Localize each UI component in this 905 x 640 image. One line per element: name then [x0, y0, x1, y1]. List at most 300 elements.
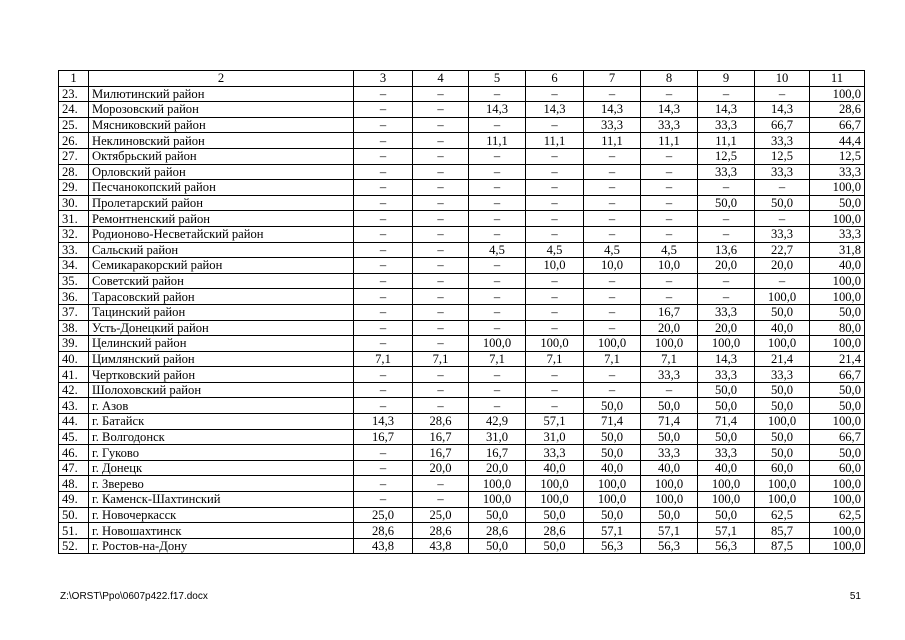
value-cell: 14,3	[584, 102, 641, 118]
district-name: Семикаракорский район	[89, 258, 354, 274]
value-cell: –	[584, 367, 641, 383]
value-cell: –	[584, 304, 641, 320]
table-row	[59, 195, 865, 211]
value-cell: –	[469, 320, 526, 336]
value-cell: 71,4	[641, 414, 698, 430]
value-cell: –	[413, 320, 469, 336]
value-cell: –	[469, 117, 526, 133]
district-name: Орловский район	[89, 164, 354, 180]
value-cell: 31,8	[810, 242, 865, 258]
value-cell: 10,0	[641, 258, 698, 274]
table-row	[59, 273, 865, 289]
value-cell: 7,1	[413, 351, 469, 367]
value-cell: 62,5	[810, 507, 865, 523]
value-cell: 22,7	[755, 242, 810, 258]
value-cell: –	[755, 86, 810, 102]
value-cell: 12,5	[698, 148, 755, 164]
value-cell: –	[641, 86, 698, 102]
table-row	[59, 398, 865, 414]
value-cell: –	[641, 289, 698, 305]
value-cell: 4,5	[584, 242, 641, 258]
value-cell: –	[641, 211, 698, 227]
value-cell: –	[698, 289, 755, 305]
value-cell: 50,0	[755, 382, 810, 398]
value-cell: 33,3	[755, 133, 810, 149]
value-cell: 56,3	[584, 538, 641, 554]
value-cell: 16,7	[413, 445, 469, 461]
value-cell: –	[469, 180, 526, 196]
row-number: 39.	[59, 336, 89, 352]
table-body	[59, 86, 865, 554]
row-number: 38.	[59, 320, 89, 336]
value-cell: 14,3	[698, 102, 755, 118]
value-cell: 50,0	[755, 398, 810, 414]
value-cell: –	[413, 242, 469, 258]
district-name: г. Батайск	[89, 414, 354, 430]
value-cell: 100,0	[755, 476, 810, 492]
value-cell: 33,3	[755, 367, 810, 383]
value-cell: –	[526, 304, 584, 320]
district-name: Чертковский район	[89, 367, 354, 383]
value-cell: 20,0	[698, 258, 755, 274]
table-row	[59, 320, 865, 336]
value-cell: 11,1	[641, 133, 698, 149]
row-number: 43.	[59, 398, 89, 414]
value-cell: 100,0	[755, 492, 810, 508]
district-name: г. Новошахтинск	[89, 523, 354, 539]
value-cell: 4,5	[641, 242, 698, 258]
value-cell: –	[469, 398, 526, 414]
value-cell: –	[413, 102, 469, 118]
district-name: Шолоховский район	[89, 382, 354, 398]
row-number: 37.	[59, 304, 89, 320]
value-cell: –	[354, 476, 413, 492]
value-cell: 33,3	[641, 445, 698, 461]
value-cell: –	[354, 492, 413, 508]
row-number: 31.	[59, 211, 89, 227]
value-cell: –	[526, 148, 584, 164]
district-name: Целинский район	[89, 336, 354, 352]
table-row	[59, 492, 865, 508]
value-cell: –	[641, 226, 698, 242]
value-cell: –	[469, 289, 526, 305]
value-cell: –	[641, 180, 698, 196]
value-cell: 7,1	[354, 351, 413, 367]
district-name: Милютинский район	[89, 86, 354, 102]
value-cell: –	[584, 86, 641, 102]
value-cell: –	[526, 211, 584, 227]
table-row	[59, 523, 865, 539]
row-number: 46.	[59, 445, 89, 461]
table-row	[59, 180, 865, 196]
footer-file-path: Z:\ORST\Ppo\0607p422.f17.docx	[60, 591, 208, 602]
value-cell: 87,5	[755, 538, 810, 554]
value-cell: 11,1	[526, 133, 584, 149]
value-cell: 33,3	[698, 367, 755, 383]
value-cell: 50,0	[698, 507, 755, 523]
value-cell: 40,0	[526, 460, 584, 476]
value-cell: 100,0	[755, 336, 810, 352]
district-name: Песчанокопский район	[89, 180, 354, 196]
value-cell: 50,0	[810, 195, 865, 211]
value-cell: 33,3	[698, 445, 755, 461]
value-cell: –	[526, 382, 584, 398]
value-cell: –	[413, 336, 469, 352]
value-cell: 7,1	[526, 351, 584, 367]
value-cell: –	[413, 86, 469, 102]
value-cell: 16,7	[641, 304, 698, 320]
column-header-11: 11	[810, 71, 865, 87]
value-cell: 66,7	[810, 117, 865, 133]
value-cell: –	[413, 117, 469, 133]
value-cell: 28,6	[469, 523, 526, 539]
value-cell: 100,0	[469, 476, 526, 492]
table-row	[59, 445, 865, 461]
district-name: Морозовский район	[89, 102, 354, 118]
table-row	[59, 133, 865, 149]
value-cell: 100,0	[526, 476, 584, 492]
row-number: 45.	[59, 429, 89, 445]
value-cell: 33,3	[584, 117, 641, 133]
value-cell: 50,0	[755, 304, 810, 320]
value-cell: 16,7	[469, 445, 526, 461]
value-cell: –	[641, 382, 698, 398]
value-cell: 100,0	[698, 476, 755, 492]
value-cell: 100,0	[526, 336, 584, 352]
row-number: 35.	[59, 273, 89, 289]
value-cell: 66,7	[810, 429, 865, 445]
value-cell: –	[526, 164, 584, 180]
value-cell: –	[354, 445, 413, 461]
value-cell: –	[354, 148, 413, 164]
value-cell: 60,0	[755, 460, 810, 476]
value-cell: –	[413, 195, 469, 211]
row-number: 49.	[59, 492, 89, 508]
value-cell: 100,0	[641, 336, 698, 352]
value-cell: –	[354, 117, 413, 133]
value-cell: 33,3	[810, 226, 865, 242]
value-cell: –	[413, 476, 469, 492]
data-table	[58, 70, 865, 554]
value-cell: 100,0	[641, 492, 698, 508]
value-cell: 50,0	[810, 398, 865, 414]
district-name: Сальский район	[89, 242, 354, 258]
value-cell: –	[354, 133, 413, 149]
district-name: г. Новочеркасск	[89, 507, 354, 523]
row-number: 44.	[59, 414, 89, 430]
value-cell: 50,0	[810, 445, 865, 461]
value-cell: 100,0	[810, 476, 865, 492]
district-name: Тацинский район	[89, 304, 354, 320]
value-cell: 4,5	[526, 242, 584, 258]
district-name: г. Ростов-на-Дону	[89, 538, 354, 554]
value-cell: –	[755, 180, 810, 196]
column-header-2: 2	[89, 71, 354, 87]
value-cell: –	[698, 211, 755, 227]
value-cell: 4,5	[469, 242, 526, 258]
value-cell: 42,9	[469, 414, 526, 430]
district-name: Мясниковский район	[89, 117, 354, 133]
value-cell: –	[354, 195, 413, 211]
value-cell: 31,0	[469, 429, 526, 445]
column-header-3: 3	[354, 71, 413, 87]
value-cell: 40,0	[810, 258, 865, 274]
row-number: 48.	[59, 476, 89, 492]
table-row	[59, 460, 865, 476]
column-header-8: 8	[641, 71, 698, 87]
row-number: 26.	[59, 133, 89, 149]
value-cell: 33,3	[526, 445, 584, 461]
value-cell: –	[584, 226, 641, 242]
row-number: 28.	[59, 164, 89, 180]
table-header-row	[59, 71, 865, 87]
value-cell: 80,0	[810, 320, 865, 336]
value-cell: 10,0	[584, 258, 641, 274]
value-cell: 100,0	[469, 492, 526, 508]
value-cell: 57,1	[698, 523, 755, 539]
value-cell: 13,6	[698, 242, 755, 258]
value-cell: –	[469, 273, 526, 289]
value-cell: 71,4	[698, 414, 755, 430]
value-cell: 50,0	[755, 429, 810, 445]
value-cell: –	[354, 460, 413, 476]
value-cell: –	[526, 226, 584, 242]
value-cell: –	[354, 164, 413, 180]
value-cell: –	[354, 382, 413, 398]
table-row	[59, 86, 865, 102]
value-cell: 20,0	[641, 320, 698, 336]
value-cell: –	[354, 367, 413, 383]
value-cell: 100,0	[755, 289, 810, 305]
value-cell: 11,1	[469, 133, 526, 149]
row-number: 32.	[59, 226, 89, 242]
value-cell: 7,1	[584, 351, 641, 367]
district-name: г. Гуково	[89, 445, 354, 461]
value-cell: 14,3	[641, 102, 698, 118]
value-cell: –	[755, 211, 810, 227]
value-cell: 50,0	[641, 398, 698, 414]
value-cell: 100,0	[810, 538, 865, 554]
value-cell: –	[413, 148, 469, 164]
value-cell: 56,3	[641, 538, 698, 554]
table-row	[59, 507, 865, 523]
value-cell: 50,0	[584, 429, 641, 445]
value-cell: –	[698, 273, 755, 289]
table-row	[59, 211, 865, 227]
value-cell: 57,1	[641, 523, 698, 539]
value-cell: –	[354, 86, 413, 102]
value-cell: 7,1	[641, 351, 698, 367]
value-cell: 25,0	[354, 507, 413, 523]
value-cell: 85,7	[755, 523, 810, 539]
district-name: г. Азов	[89, 398, 354, 414]
value-cell: 100,0	[584, 492, 641, 508]
value-cell: –	[354, 242, 413, 258]
table-row	[59, 289, 865, 305]
value-cell: 100,0	[641, 476, 698, 492]
value-cell: –	[526, 180, 584, 196]
value-cell: 100,0	[810, 492, 865, 508]
value-cell: –	[413, 289, 469, 305]
value-cell: 50,0	[641, 507, 698, 523]
value-cell: –	[354, 398, 413, 414]
value-cell: –	[413, 382, 469, 398]
value-cell: –	[469, 382, 526, 398]
table-row	[59, 258, 865, 274]
value-cell: 40,0	[641, 460, 698, 476]
district-name: Тарасовский район	[89, 289, 354, 305]
column-header-9: 9	[698, 71, 755, 87]
value-cell: –	[641, 164, 698, 180]
value-cell: 57,1	[526, 414, 584, 430]
value-cell: 10,0	[526, 258, 584, 274]
value-cell: 11,1	[698, 133, 755, 149]
value-cell: 100,0	[526, 492, 584, 508]
table-row	[59, 351, 865, 367]
value-cell: 43,8	[354, 538, 413, 554]
value-cell: –	[641, 273, 698, 289]
value-cell: 33,3	[810, 164, 865, 180]
value-cell: 100,0	[698, 492, 755, 508]
value-cell: 20,0	[413, 460, 469, 476]
value-cell: –	[698, 226, 755, 242]
value-cell: –	[526, 117, 584, 133]
table-row	[59, 304, 865, 320]
value-cell: –	[584, 180, 641, 196]
value-cell: 33,3	[755, 164, 810, 180]
row-number: 42.	[59, 382, 89, 398]
value-cell: –	[469, 226, 526, 242]
value-cell: 40,0	[755, 320, 810, 336]
value-cell: 14,3	[469, 102, 526, 118]
value-cell: –	[354, 304, 413, 320]
value-cell: –	[354, 336, 413, 352]
value-cell: –	[584, 148, 641, 164]
value-cell: 66,7	[755, 117, 810, 133]
value-cell: 33,3	[698, 304, 755, 320]
table-row	[59, 148, 865, 164]
value-cell: 21,4	[755, 351, 810, 367]
value-cell: –	[526, 273, 584, 289]
row-number: 40.	[59, 351, 89, 367]
value-cell: –	[469, 367, 526, 383]
column-header-10: 10	[755, 71, 810, 87]
column-header-4: 4	[413, 71, 469, 87]
value-cell: 50,0	[698, 195, 755, 211]
value-cell: 100,0	[755, 414, 810, 430]
value-cell: 16,7	[413, 429, 469, 445]
district-name: Пролетарский район	[89, 195, 354, 211]
value-cell: –	[755, 273, 810, 289]
table-row	[59, 367, 865, 383]
district-name: г. Волгодонск	[89, 429, 354, 445]
value-cell: 44,4	[810, 133, 865, 149]
value-cell: 50,0	[755, 445, 810, 461]
value-cell: 50,0	[755, 195, 810, 211]
table-row	[59, 336, 865, 352]
district-name: г. Каменск-Шахтинский	[89, 492, 354, 508]
value-cell: –	[526, 289, 584, 305]
value-cell: 14,3	[755, 102, 810, 118]
value-cell: 50,0	[698, 382, 755, 398]
district-name: г. Зверево	[89, 476, 354, 492]
value-cell: –	[354, 273, 413, 289]
table-row	[59, 476, 865, 492]
table-row	[59, 414, 865, 430]
table-row	[59, 164, 865, 180]
value-cell: –	[354, 211, 413, 227]
row-number: 47.	[59, 460, 89, 476]
row-number: 23.	[59, 86, 89, 102]
value-cell: –	[354, 102, 413, 118]
value-cell: –	[413, 164, 469, 180]
table-row	[59, 226, 865, 242]
value-cell: 100,0	[584, 336, 641, 352]
value-cell: –	[413, 367, 469, 383]
value-cell: –	[469, 304, 526, 320]
row-number: 24.	[59, 102, 89, 118]
value-cell: 50,0	[698, 398, 755, 414]
value-cell: –	[413, 133, 469, 149]
row-number: 41.	[59, 367, 89, 383]
row-number: 33.	[59, 242, 89, 258]
value-cell: 60,0	[810, 460, 865, 476]
value-cell: 25,0	[413, 507, 469, 523]
value-cell: 7,1	[469, 351, 526, 367]
value-cell: –	[584, 382, 641, 398]
value-cell: 100,0	[810, 273, 865, 289]
value-cell: 11,1	[584, 133, 641, 149]
table-row	[59, 102, 865, 118]
value-cell: –	[354, 258, 413, 274]
footer-page-number: 51	[849, 591, 861, 602]
value-cell: 21,4	[810, 351, 865, 367]
value-cell: –	[526, 367, 584, 383]
value-cell: 28,6	[810, 102, 865, 118]
value-cell: –	[413, 226, 469, 242]
value-cell: –	[526, 86, 584, 102]
row-number: 30.	[59, 195, 89, 211]
value-cell: 33,3	[698, 164, 755, 180]
value-cell: 100,0	[810, 336, 865, 352]
table-row	[59, 117, 865, 133]
value-cell: 20,0	[698, 320, 755, 336]
value-cell: –	[469, 164, 526, 180]
row-number: 51.	[59, 523, 89, 539]
value-cell: 33,3	[641, 367, 698, 383]
value-cell: 50,0	[584, 445, 641, 461]
column-header-1: 1	[59, 71, 89, 87]
value-cell: 31,0	[526, 429, 584, 445]
value-cell: 20,0	[755, 258, 810, 274]
column-header-6: 6	[526, 71, 584, 87]
value-cell: 14,3	[354, 414, 413, 430]
value-cell: –	[698, 86, 755, 102]
district-name: Усть-Донецкий район	[89, 320, 354, 336]
value-cell: –	[413, 273, 469, 289]
value-cell: 100,0	[810, 289, 865, 305]
table-row	[59, 538, 865, 554]
district-name: Октябрьский район	[89, 148, 354, 164]
value-cell: 28,6	[354, 523, 413, 539]
value-cell: 66,7	[810, 367, 865, 383]
value-cell: 50,0	[641, 429, 698, 445]
value-cell: 40,0	[698, 460, 755, 476]
row-number: 27.	[59, 148, 89, 164]
value-cell: –	[469, 211, 526, 227]
value-cell: 12,5	[810, 148, 865, 164]
value-cell: 50,0	[469, 538, 526, 554]
